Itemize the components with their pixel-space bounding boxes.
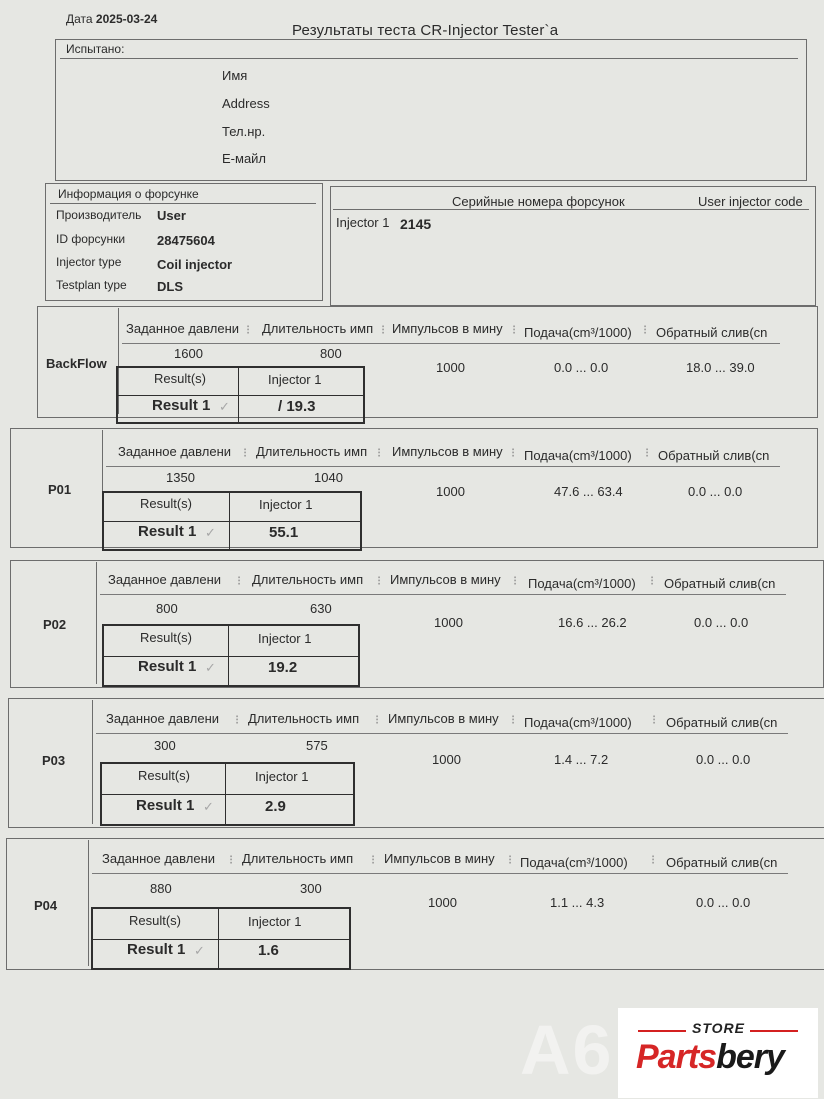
backflow-header: Обратный слив(cn xyxy=(666,715,778,730)
test-name: P01 xyxy=(48,482,72,497)
duration-header: Длительность имп xyxy=(262,321,374,336)
serials-label: Серийные номера форсунок xyxy=(452,194,625,209)
test-value: 300 xyxy=(300,881,322,896)
result-label: Result 1 xyxy=(138,523,197,540)
test-value: 1000 xyxy=(428,895,457,910)
divider xyxy=(92,873,788,874)
column-separator: ⁝ xyxy=(511,445,516,460)
column-separator: ⁝ xyxy=(235,712,240,727)
column-separator: ⁝ xyxy=(652,712,657,727)
phone-field: Тел.нр. xyxy=(222,124,266,139)
divider xyxy=(60,58,798,59)
user-code-label: User injector code xyxy=(698,194,803,209)
info-key: Производитель xyxy=(56,208,142,222)
backflow-header: Обратный слив(cn xyxy=(656,325,768,340)
test-value: 880 xyxy=(150,881,172,896)
test-value: 630 xyxy=(310,601,332,616)
check-icon: ✓ xyxy=(203,799,214,814)
test-value: 800 xyxy=(156,601,178,616)
column-separator: ⁝ xyxy=(246,322,251,337)
tested-label: Испытано: xyxy=(66,42,125,56)
results-header: Result(s) xyxy=(138,768,191,783)
test-value: 1000 xyxy=(436,484,465,499)
test-value: 18.0 ... 39.0 xyxy=(686,360,755,375)
divider xyxy=(238,368,239,422)
test-value: 1600 xyxy=(174,346,203,361)
test-value: 800 xyxy=(320,346,342,361)
name-field: Имя xyxy=(222,68,248,83)
test-name: P03 xyxy=(42,753,66,768)
duration-header: Длительность имп xyxy=(248,711,360,726)
store-logo xyxy=(618,1008,818,1098)
info-value: DLS xyxy=(157,279,183,294)
result-value: 19.2 xyxy=(268,659,298,677)
email-field: E-майл xyxy=(222,151,267,166)
test-value: 0.0 ... 0.0 xyxy=(696,752,751,767)
injector-info-label: Информация о форсунке xyxy=(58,187,199,201)
test-value: 1000 xyxy=(434,615,463,630)
test-value: 300 xyxy=(154,738,176,753)
pulses-header: Импульсов в мину xyxy=(390,572,501,587)
divider xyxy=(228,626,229,685)
test-value: 575 xyxy=(306,738,328,753)
report-title: Результаты теста CR-Injector Tester`a xyxy=(292,22,559,39)
pulses-header: Импульсов в мину xyxy=(392,321,503,336)
date-value: 2025-03-24 xyxy=(95,12,158,26)
check-icon: ✓ xyxy=(219,398,230,414)
column-separator: ⁝ xyxy=(645,445,650,460)
test-name: BackFlow xyxy=(46,356,107,371)
result-label: Result 1 xyxy=(136,797,195,814)
injector-header: Injector 1 xyxy=(258,630,312,646)
delivery-header: Подача(cm³/1000) xyxy=(524,715,632,730)
backflow-header: Обратный слив(cn xyxy=(658,448,770,463)
pressure-header: Заданное давлени xyxy=(118,444,232,459)
logo-line-right xyxy=(750,1030,798,1032)
logo-brand xyxy=(636,1038,784,1077)
injector-header: Injector 1 xyxy=(268,371,322,387)
pressure-header: Заданное давлени xyxy=(106,711,220,726)
test-value: 1350 xyxy=(166,470,195,485)
test-value: 0.0 ... 0.0 xyxy=(554,360,609,375)
divider xyxy=(122,343,780,344)
result-label: Result 1 xyxy=(127,941,186,959)
divider xyxy=(92,700,93,824)
info-value: Coil injector xyxy=(157,257,233,272)
divider xyxy=(218,909,219,968)
info-key: Injector type xyxy=(56,255,122,269)
result-value: 2.9 xyxy=(265,798,286,815)
column-separator: ⁝ xyxy=(377,573,382,588)
divider xyxy=(225,764,226,824)
delivery-header: Подача(cm³/1000) xyxy=(528,576,636,591)
divider xyxy=(96,562,97,684)
serial-injector-value: 2145 xyxy=(400,216,432,232)
result-value: / 19.3 xyxy=(278,397,316,415)
backflow-header: Обратный слив(cn xyxy=(664,576,776,591)
check-icon: ✓ xyxy=(205,525,216,540)
date-label: Дата xyxy=(66,12,93,26)
injector-header: Injector 1 xyxy=(248,913,302,929)
pulses-header: Импульсов в мину xyxy=(388,711,499,726)
backflow-header: Обратный слив(cn xyxy=(666,855,778,870)
divider xyxy=(229,493,230,549)
results-header: Result(s) xyxy=(129,912,182,928)
column-separator: ⁝ xyxy=(651,852,656,867)
column-separator: ⁝ xyxy=(512,322,517,337)
column-separator: ⁝ xyxy=(513,573,518,588)
test-value: 0.0 ... 0.0 xyxy=(688,484,743,499)
result-label: Result 1 xyxy=(138,658,197,676)
logo-brand-part2: bery xyxy=(716,1038,784,1076)
pressure-header: Заданное давлени xyxy=(102,851,216,866)
address-field: Address xyxy=(222,96,270,111)
duration-header: Длительность имп xyxy=(252,572,364,587)
divider xyxy=(100,594,786,595)
report-date xyxy=(66,12,157,26)
column-separator: ⁝ xyxy=(229,852,234,867)
column-separator: ⁝ xyxy=(243,445,248,460)
injector-header: Injector 1 xyxy=(259,497,313,512)
test-value: 47.6 ... 63.4 xyxy=(554,484,623,499)
test-value: 1040 xyxy=(314,470,343,485)
logo-store-text: STORE xyxy=(692,1020,745,1036)
divider xyxy=(50,203,316,204)
logo-line-left xyxy=(638,1030,686,1032)
info-value: 28475604 xyxy=(157,233,215,248)
test-name: P02 xyxy=(43,617,67,632)
duration-header: Длительность имп xyxy=(242,851,354,866)
divider xyxy=(88,840,89,966)
injector-header: Injector 1 xyxy=(255,769,309,784)
test-value: 1.1 ... 4.3 xyxy=(550,895,605,910)
results-header: Result(s) xyxy=(140,629,193,645)
info-key: ID форсунки xyxy=(56,232,126,246)
test-value: 16.6 ... 26.2 xyxy=(558,615,627,630)
logo-brand-part1: Parts xyxy=(636,1038,717,1076)
test-value: 0.0 ... 0.0 xyxy=(694,615,749,630)
column-separator: ⁝ xyxy=(237,573,242,588)
divider xyxy=(96,733,788,734)
test-value: 0.0 ... 0.0 xyxy=(696,895,751,910)
delivery-header: Подача(cm³/1000) xyxy=(524,325,632,340)
divider xyxy=(106,466,780,467)
pressure-header: Заданное давлени xyxy=(108,572,222,587)
test-value: 1.4 ... 7.2 xyxy=(554,752,609,767)
info-value: User xyxy=(157,208,186,223)
column-separator: ⁝ xyxy=(381,322,386,337)
column-separator: ⁝ xyxy=(375,712,380,727)
serial-injector-label: Injector 1 xyxy=(336,215,390,230)
result-label: Result 1 xyxy=(152,396,211,414)
results-header: Result(s) xyxy=(140,496,193,511)
info-key: Testplan type xyxy=(56,278,127,292)
column-separator: ⁝ xyxy=(377,445,382,460)
result-value: 1.6 xyxy=(258,942,279,960)
results-header: Result(s) xyxy=(154,370,207,386)
pulses-header: Импульсов в мину xyxy=(392,444,503,459)
divider xyxy=(333,209,809,210)
result-value: 55.1 xyxy=(269,524,299,541)
test-value: 1000 xyxy=(432,752,461,767)
column-separator: ⁝ xyxy=(511,712,516,727)
duration-header: Длительность имп xyxy=(256,444,368,459)
column-separator: ⁝ xyxy=(650,573,655,588)
pulses-header: Импульсов в мину xyxy=(384,851,495,866)
column-separator: ⁝ xyxy=(643,322,648,337)
watermark: A6 xyxy=(520,1011,614,1089)
test-value: 1000 xyxy=(436,360,465,375)
check-icon: ✓ xyxy=(205,660,216,676)
delivery-header: Подача(cm³/1000) xyxy=(524,448,632,463)
column-separator: ⁝ xyxy=(508,852,513,867)
pressure-header: Заданное давлени xyxy=(126,321,240,336)
delivery-header: Подача(cm³/1000) xyxy=(520,855,628,870)
check-icon: ✓ xyxy=(194,943,205,959)
column-separator: ⁝ xyxy=(371,852,376,867)
tested-section xyxy=(55,39,807,181)
test-name: P04 xyxy=(34,898,58,913)
